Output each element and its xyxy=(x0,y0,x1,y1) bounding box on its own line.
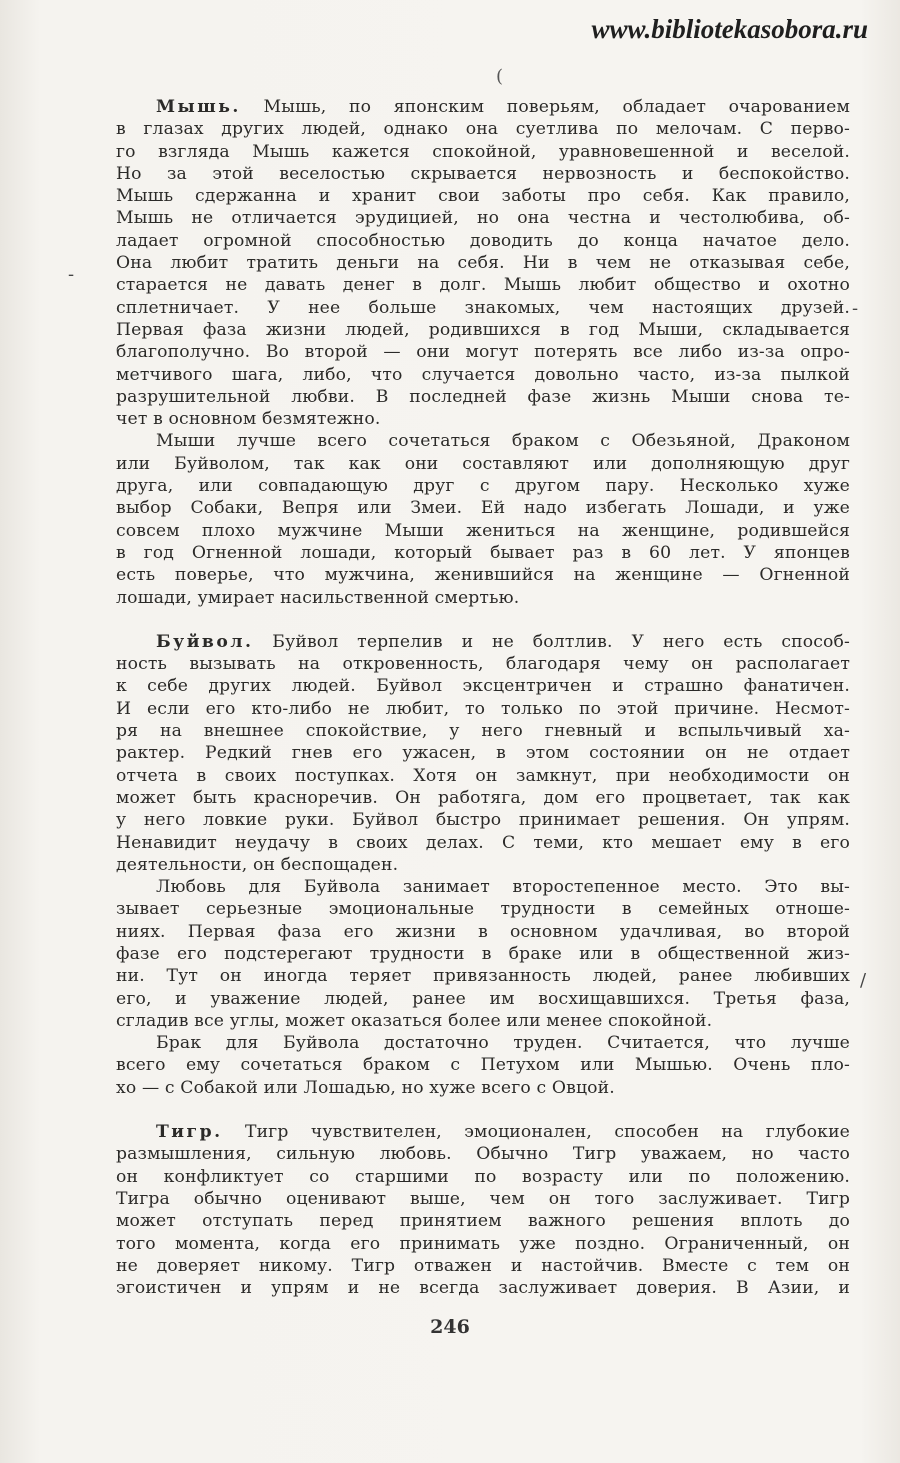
text-line: разрушительной любви. В последней фазе жизнь Мыши снова те- xyxy=(116,386,850,407)
text-line: Брак для Буйвола достаточно труден. Считается, что лучше xyxy=(156,1033,850,1054)
text-line: есть поверье, что мужчина, женившийся на женщине — Огненной xyxy=(116,565,850,586)
section-heading: Мышь. xyxy=(156,97,241,117)
text-line-content: Тигр чувствителен, эмоционален, способен на глубокие xyxy=(222,1122,850,1143)
text-line: го взгляда Мышь кажется спокойной, уравновешенной и веселой. xyxy=(116,141,850,162)
text-line: ность вызывать на откровенность, благодаря чему он располагает xyxy=(116,654,850,675)
text-line xyxy=(116,96,850,118)
text-line: может отступать перед принятием важного решения вплоть до xyxy=(116,1211,850,1232)
text-line: сплетничает. У нее больше знакомых, чем настоящих друзей. xyxy=(116,297,850,318)
text-line: старается не давать денег в долг. Мышь любит общество и охотно xyxy=(116,275,850,296)
text-line: в год Огненной лошади, который бывает раз в 60 лет. У японцев xyxy=(116,542,850,563)
text-line xyxy=(116,1121,850,1143)
text-line-content: Мышь, по японским поверьям, обладает очарованием xyxy=(240,97,850,117)
text-line: сгладив все углы, может оказаться более или менее спокойной. xyxy=(116,1010,713,1031)
text-line: отчета в своих поступках. Хотя он замкнут, при необходимости он xyxy=(116,765,850,786)
text-line: И если его кто-либо не любит, то только по этой причине. Несмот- xyxy=(116,698,850,719)
text-line: эгоистичен и упрям и не всегда заслуживает доверия. В Азии, и xyxy=(116,1278,850,1299)
paragraph xyxy=(116,1032,850,1099)
text-line: Мышь не отличается эрудицией, но она честна и честолюбива, об- xyxy=(116,208,850,229)
text-line: размышления, сильную любовь. Обычно Тигр уважаем, но часто xyxy=(116,1144,850,1165)
text-line: Но за этой веселостью скрывается нервозность и беспокойство. xyxy=(116,163,850,184)
text-line: благополучно. Во второй — они могут потерять все либо из-за опро- xyxy=(116,342,850,363)
text-line: всего ему сочетаться браком с Петухом или Мышью. Очень пло- xyxy=(116,1055,850,1076)
text-line: лошади, умирает насильственной смертью. xyxy=(116,587,520,608)
text-line: ря на внешнее спокойствие, у него гневный и вспыльчивый ха- xyxy=(116,721,850,742)
text-line: в глазах других людей, однако она суетлива по мелочам. С перво- xyxy=(116,119,850,140)
text-line: у него ловкие руки. Буйвол быстро принимает решения. Он упрям. xyxy=(116,810,850,831)
text-line xyxy=(116,631,850,653)
text-line: фазе его подстерегают трудности в браке или в общественной жиз- xyxy=(116,943,850,964)
paragraph xyxy=(116,876,850,1032)
text-line: метчивого шага, либо, что случается довольно часто, из-за пылкой xyxy=(116,364,850,385)
text-line: зывает серьезные эмоциональные трудности в семейных отноше- xyxy=(116,899,850,920)
text-line: к себе других людей. Буйвол эксцентричен и страшно фанатичен. xyxy=(116,676,850,697)
text-line: Мышь сдержанна и хранит свои заботы про себя. Как правило, xyxy=(116,186,850,207)
text-line: того момента, когда его принимать уже поздно. Ограниченный, он xyxy=(116,1233,850,1254)
paragraph xyxy=(116,1121,850,1299)
margin-mark: - xyxy=(852,298,859,319)
text-line: деятельности, он беспощаден. xyxy=(116,854,399,875)
text-line: Мыши лучше всего сочетаться браком с Обезьяной, Драконом xyxy=(156,431,850,452)
text-line: Любовь для Буйвола занимает второстепенное место. Это вы- xyxy=(156,877,850,898)
paragraph xyxy=(116,631,850,876)
text-line: может быть красноречив. Он работяга, дом его процветает, так как xyxy=(116,787,850,808)
text-line: он конфликтует со старшими по возрасту или по положению. xyxy=(116,1166,850,1187)
section-gap xyxy=(116,1099,850,1121)
text-line: ни. Тут он иногда теряет привязанность людей, ранее любивших xyxy=(116,966,850,987)
text-line: или Буйволом, так как они составляют или дополняющую друг xyxy=(116,453,850,474)
text-line: Ненавидит неудачу в своих делах. С теми, кто мешает ему в его xyxy=(116,832,850,853)
watermark-url[interactable]: www.bibliotekasobora.ru xyxy=(591,14,868,44)
top-mark: ( xyxy=(496,66,504,87)
section-heading: Буйвол. xyxy=(156,631,254,652)
body-text xyxy=(116,96,850,1299)
text-line: ладает огромной способностью доводить до конца начатое дело. xyxy=(116,230,850,251)
page-number: 246 xyxy=(430,1316,470,1338)
text-line: Она любит тратить деньги на себя. Ни в чем не отказывая себе, xyxy=(116,253,850,274)
text-line: друга, или совпадающую друг с другом пару. Несколько хуже xyxy=(116,476,850,497)
text-line: ниях. Первая фаза его жизни в основном удачливая, во второй xyxy=(116,921,850,942)
text-line: хо — с Собакой или Лошадью, но хуже всего с Овцой. xyxy=(116,1077,615,1098)
text-line: его, и уважение людей, ранее им восхищавшихся. Третья фаза, xyxy=(116,988,850,1009)
text-line: рактер. Редкий гнев его ужасен, в этом состоянии он не отдает xyxy=(116,743,850,764)
text-line: совсем плохо мужчине Мыши жениться на женщине, родившейся xyxy=(116,520,850,541)
text-line: Первая фаза жизни людей, родившихся в год Мыши, складывается xyxy=(116,319,850,340)
margin-mark: - xyxy=(68,264,75,285)
text-line: чет в основном безмятежно. xyxy=(116,409,381,430)
section-heading: Тигр. xyxy=(156,1122,223,1143)
text-line-content: Буйвол терпелив и не болтлив. У него есть способ- xyxy=(253,631,850,652)
text-line: выбор Собаки, Вепря или Змеи. Ей надо избегать Лошади, и уже xyxy=(116,498,850,519)
paragraph xyxy=(116,96,850,430)
text-line: Тигра обычно оценивают выше, чем он того заслуживает. Тигр xyxy=(116,1188,850,1209)
paragraph xyxy=(116,430,850,608)
section-gap xyxy=(116,609,850,631)
margin-mark: / xyxy=(860,970,867,991)
text-line: не доверяет никому. Тигр отважен и настойчив. Вместе с тем он xyxy=(116,1255,850,1276)
